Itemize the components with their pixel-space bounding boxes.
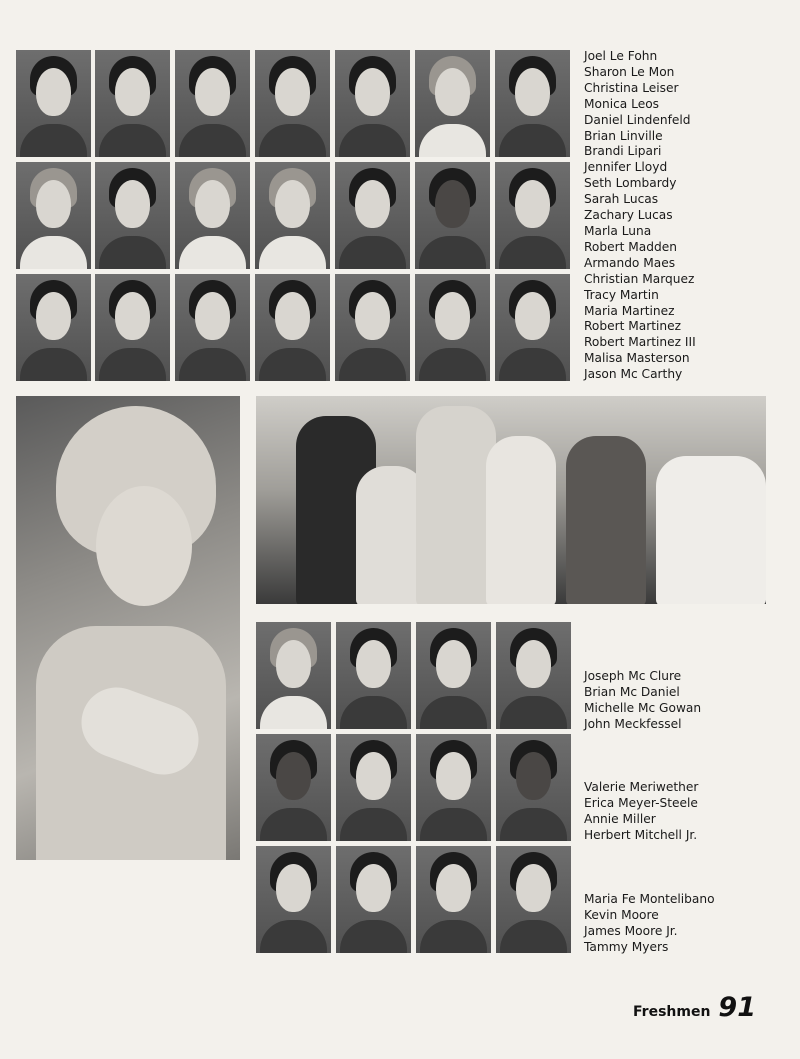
- portrait: [415, 274, 490, 381]
- student-name: Valerie Meriwether: [584, 780, 699, 794]
- portrait: [175, 274, 250, 381]
- portrait: [496, 734, 571, 841]
- portrait: [255, 162, 330, 269]
- student-name: Robert Martinez III: [584, 335, 696, 350]
- lower-name-list-2: [584, 780, 698, 844]
- portrait: [416, 846, 491, 953]
- student-name: Maria Fe Montelibano: [584, 892, 715, 906]
- portrait: [16, 162, 91, 269]
- portrait: [175, 162, 250, 269]
- portrait: [335, 50, 410, 157]
- portrait: [256, 846, 331, 953]
- student-name: Sarah Lucas: [584, 192, 659, 207]
- student-name: Robert Martinez: [584, 319, 682, 334]
- portrait: [415, 162, 490, 269]
- student-name: Marla Luna: [584, 223, 652, 238]
- portrait: [336, 846, 411, 953]
- student-name: Jennifer Lloyd: [584, 160, 668, 175]
- portrait: [255, 50, 330, 157]
- portrait: [95, 50, 170, 157]
- portrait: [495, 50, 570, 157]
- candid-photo-girl: [16, 396, 240, 860]
- portrait: [95, 162, 170, 269]
- portrait: [416, 622, 491, 729]
- student-name: Tracy Martin: [584, 287, 659, 302]
- portrait: [16, 274, 91, 381]
- portrait: [415, 50, 490, 157]
- student-name: Malisa Masterson: [584, 351, 690, 366]
- portrait: [336, 622, 411, 729]
- student-name: Christian Marquez: [584, 271, 695, 286]
- portrait: [416, 734, 491, 841]
- student-name: Herbert Mitchell Jr.: [584, 827, 698, 842]
- student-name: James Moore Jr.: [584, 923, 678, 938]
- lower-name-list-1: [584, 669, 701, 733]
- student-name: John Meckfessel: [584, 716, 682, 731]
- student-name: Jason Mc Carthy: [584, 367, 683, 382]
- portrait: [16, 50, 91, 157]
- student-name: Zachary Lucas: [584, 208, 673, 223]
- student-name: Brian Linville: [584, 128, 663, 143]
- portrait: [495, 274, 570, 381]
- section-title: Freshmen: [633, 1004, 711, 1020]
- portrait: [496, 846, 571, 953]
- portrait: [255, 274, 330, 381]
- lower-name-list-3: [584, 892, 715, 956]
- student-name: Joel Le Fohn: [584, 49, 658, 63]
- page-footer: [633, 992, 756, 1023]
- student-name: Brandi Lipari: [584, 144, 662, 159]
- student-name: Brian Mc Daniel: [584, 684, 680, 699]
- student-name: Daniel Lindenfeld: [584, 112, 691, 127]
- portrait: [335, 162, 410, 269]
- student-name: Annie Miller: [584, 811, 656, 826]
- student-name: Michelle Mc Gowan: [584, 700, 702, 715]
- portrait: [495, 162, 570, 269]
- student-name: Tammy Myers: [584, 939, 669, 954]
- portrait: [256, 622, 331, 729]
- top-name-list: [584, 49, 696, 383]
- portrait: [335, 274, 410, 381]
- portrait: [496, 622, 571, 729]
- portrait: [175, 50, 250, 157]
- portrait: [336, 734, 411, 841]
- student-name: Armando Maes: [584, 255, 676, 270]
- page-number: 91: [718, 992, 756, 1023]
- student-name: Seth Lombardy: [584, 176, 677, 191]
- student-name: Kevin Moore: [584, 907, 659, 922]
- student-name: Monica Leos: [584, 96, 660, 111]
- portrait: [95, 274, 170, 381]
- student-name: Christina Leiser: [584, 80, 679, 95]
- portrait: [256, 734, 331, 841]
- candid-photo-cafeteria: [256, 396, 766, 604]
- student-name: Erica Meyer-Steele: [584, 795, 698, 810]
- student-name: Robert Madden: [584, 239, 677, 254]
- student-name: Joseph Mc Clure: [584, 669, 682, 683]
- student-name: Sharon Le Mon: [584, 64, 675, 79]
- student-name: Maria Martinez: [584, 303, 675, 318]
